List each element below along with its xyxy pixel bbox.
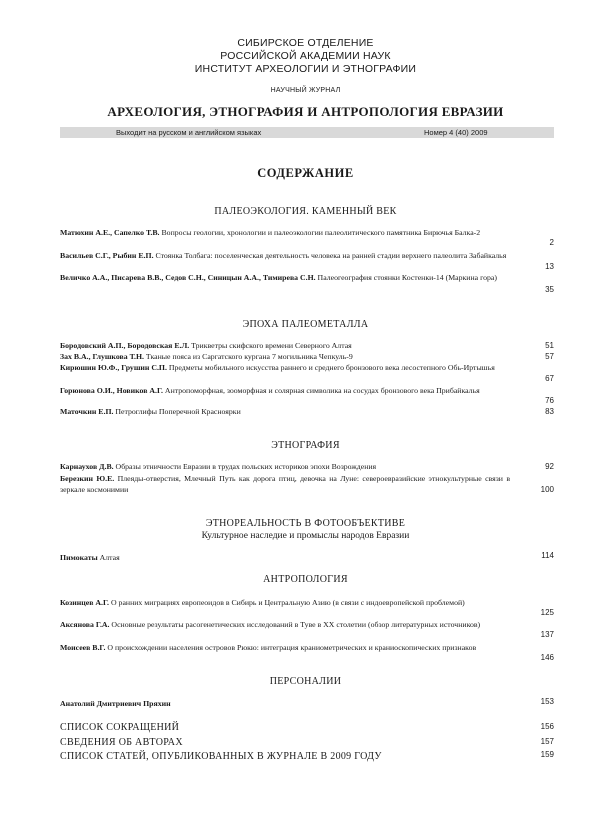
entry-authors: Васильев С.Г., Рыбин Е.П. [60,251,154,260]
back-matter-item[interactable]: СВЕДЕНИЯ ОБ АВТОРАХ [60,737,183,748]
toc-entry[interactable] [60,407,510,418]
entry-title: Плеяды-отверстия, Млечный Путь как дорога птиц, девочка на Луне: североевразийские этнокультурные связи в зеркале космонимии [60,474,510,494]
entry-authors: Анатолий Дмитриевич Пряхин [60,699,171,708]
entry-page: 2 [549,238,554,247]
entry-authors: Моисеев В.Г. [60,643,106,652]
back-matter-page: 156 [540,722,554,731]
entry-title: Предметы мобильного искусства раннего и среднего бронзового века лесостепного Обь-Иртышья [166,363,495,372]
entry-authors: Карнаухов Д.В. [60,462,114,471]
org-line-2: РОССИЙСКОЙ АКАДЕМИИ НАУК [220,50,391,62]
entry-page: 35 [545,285,554,294]
journal-type: НАУЧНЫЙ ЖУРНАЛ [270,87,341,94]
entry-authors: Березкин Ю.Е. [60,474,115,483]
toc-entry[interactable] [60,363,510,374]
toc-entry[interactable] [60,553,510,564]
entry-page: 67 [545,374,554,383]
section-title: ЭТНОРЕАЛЬНОСТЬ В ФОТООБЪЕКТИВЕ [205,518,406,529]
toc-entry[interactable] [60,251,510,262]
toc-entry[interactable] [60,643,510,654]
section-title: АНТРОПОЛОГИЯ [263,574,348,585]
entry-page: 51 [545,341,554,350]
toc-entry[interactable] [60,474,510,495]
entry-title: Образы этничности Евразии в трудах польских историков эпохи Возрождения [113,462,377,471]
toc-entry[interactable] [60,598,510,609]
entry-page: 125 [540,608,554,617]
org-line-1: СИБИРСКОЕ ОТДЕЛЕНИЕ [237,37,374,49]
entry-authors: Кирюшин Ю.Ф., Грушин С.П. [60,363,167,372]
entry-title: Трикветры скифского времени Северного Алтая [189,341,352,350]
entry-authors: Зах В.А., Глушкова Т.Н. [60,352,144,361]
section-title: ЭТНОГРАФИЯ [271,440,340,451]
entry-title: Основные результаты расогенетических исследований в Туве в XX столетии (обзор литературных источников) [109,620,481,629]
entry-authors: Пимокаты [60,553,98,562]
toc-entry[interactable] [60,699,510,710]
back-matter-page: 157 [540,737,554,746]
entry-page: 146 [540,653,554,662]
toc-entry[interactable] [60,228,510,239]
entry-page: 92 [545,462,554,471]
entry-title: О ранних миграциях европеоидов в Сибирь и Центральную Азию (в связи с индоевропейской проблемой) [109,598,465,607]
toc-entry[interactable] [60,341,510,352]
org-line-3: ИНСТИТУТ АРХЕОЛОГИИ И ЭТНОГРАФИИ [194,63,417,75]
journal-title: АРХЕОЛОГИЯ, ЭТНОГРАФИЯ И АНТРОПОЛОГИЯ ЕВРАЗИИ [107,104,504,119]
entry-page: 114 [541,551,554,560]
section-title: ЭПОХА ПАЛЕОМЕТАЛЛА [242,319,369,330]
entry-page: 76 [545,396,554,405]
entry-title: О происхождении населения островов Рюкю: интеграция краниометрических и краниоскопических признаков [105,643,477,652]
entry-authors: Маточкин Е.П. [60,407,114,416]
section-subtitle: Культурное наследие и промыслы народов Евразии [201,531,410,541]
issue-number: Номер 4 (40) 2009 [424,128,488,137]
entry-page: 100 [540,485,554,494]
entry-page: 153 [540,697,554,706]
entry-title: Антропоморфная, зооморфная и солярная символика на сосудах бронзового века Прибайкалья [162,386,480,395]
section-title: ПАЛЕОЭКОЛОГИЯ. КАМЕННЫЙ ВЕК [214,206,397,217]
back-matter-page: 159 [540,750,554,759]
entry-authors: Бородовский А.П., Бородовская Е.Л. [60,341,190,350]
section-title: ПЕРСОНАЛИИ [269,676,342,687]
entry-title: Вопросы геологии, хронологии и палеоэкологии палеолитического памятника Бирючья Балка-2 [159,228,481,237]
contents-title: СОДЕРЖАНИЕ [257,166,354,180]
languages-note: Выходит на русском и английском языках [116,128,262,137]
toc-entry[interactable] [60,386,510,397]
entry-authors: Матюхин А.Е., Сапелко Т.В. [60,228,160,237]
toc-entry[interactable] [60,620,510,631]
entry-authors: Величко А.А., Писарева В.В., Седов С.Н., Синицын А.А., Тимирева С.Н. [60,273,316,282]
entry-authors: Горюнова О.И., Новиков А.Г. [60,386,163,395]
back-matter-item[interactable]: СПИСОК СОКРАЩЕНИЙ [60,722,180,733]
entry-title: Петроглифы Поперечной Красноярки [113,407,241,416]
entry-title: Стоянка Толбага: поселенческая деятельность человека на ранней стадии верхнего палеолита Забайкалья [153,251,507,260]
toc-entry[interactable] [60,352,510,363]
entry-page: 57 [545,352,554,361]
entry-page: 13 [545,262,554,271]
toc-entry[interactable] [60,273,510,284]
entry-authors: Козинцев А.Г. [60,598,110,607]
entry-authors: Аксянова Г.А. [60,620,110,629]
back-matter-item[interactable]: СПИСОК СТАТЕЙ, ОПУБЛИКОВАННЫХ В ЖУРНАЛЕ В 2009 ГОДУ [60,751,382,762]
entry-page: 83 [545,407,554,416]
entry-title: Тканые пояса из Саргатского кургана 7 могильника Чепкуль-9 [143,352,353,361]
entry-page: 137 [540,630,554,639]
toc-entry[interactable] [60,462,510,473]
entry-title: Алтая [97,553,120,562]
entry-title: Палеогеография стоянки Костенки-14 (Маркина гора) [315,273,497,282]
